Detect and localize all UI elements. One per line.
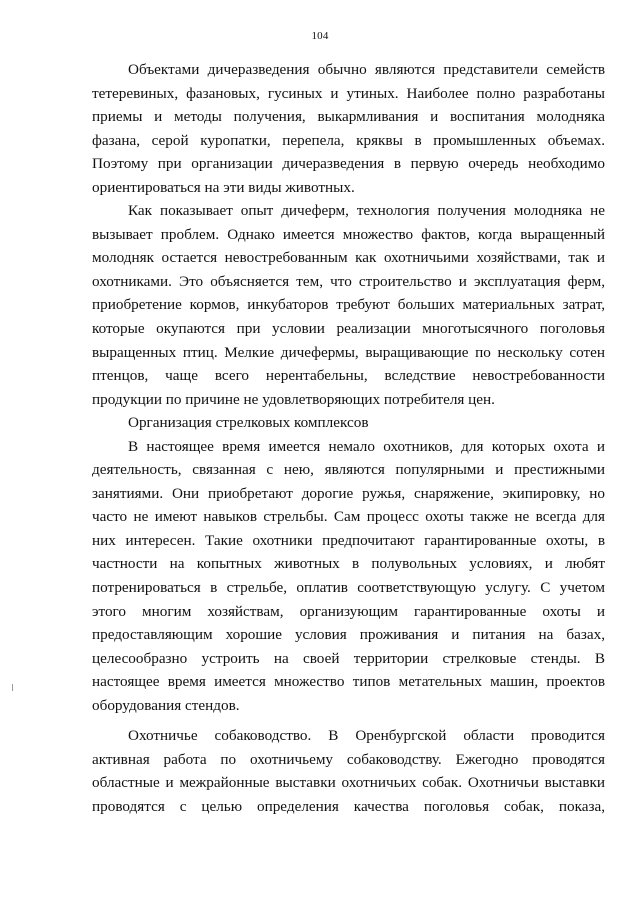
text-line: ориентироваться на эти виды животных. bbox=[92, 178, 355, 196]
text-line: птенцов, чаще всего нерентабельны, вследствие невостребованности bbox=[92, 367, 605, 385]
text-line: продукции по причине не удовлетворяющих потребителя цен. bbox=[92, 390, 495, 408]
text-line: молодняк остается невостребованным как охотничьими хозяйствами, так и bbox=[92, 249, 605, 267]
text-line: потренироваться в стрельбе, оплатив соответствующую услугу. С учетом bbox=[92, 579, 605, 597]
text-line: охотниками. Это объясняется тем, что строительство и эксплуатация ферм, bbox=[92, 272, 605, 290]
text-line: занятиями. Они приобретают дорогие ружья, снаряжение, экипировку, но bbox=[92, 484, 605, 502]
text-line: этого многим хозяйствам, организующим гарантированные охоты и bbox=[92, 602, 605, 620]
text-line: частности на копытных животных в полувольных условиях, и любят bbox=[92, 555, 605, 573]
text-line: Как показывает опыт дичеферм, технология получения молодняка не bbox=[128, 202, 605, 220]
text-line: фазана, серой куропатки, перепела, кряквы в промышленных объемах. bbox=[92, 131, 605, 149]
paragraph-hunting-dog-breeding bbox=[92, 724, 605, 818]
text-line: приобретение кормов, инкубаторов требуют больших материальных затрат, bbox=[92, 296, 605, 314]
text-line: проводятся с целью определения качества поголовья собак, показа, bbox=[92, 797, 605, 815]
paragraph-game-farms-experience bbox=[92, 199, 605, 411]
text-line: часто не имеют навыков стрельбы. Сам процесс охоты также не всегда для bbox=[92, 508, 605, 526]
text-line: них интересен. Такие охотники предпочитают гарантированные охоты, в bbox=[92, 531, 605, 549]
text-line: В настоящее время имеется немало охотников, для которых охота и bbox=[128, 437, 605, 455]
paragraph-dicherazvedenie-objects bbox=[92, 58, 605, 199]
text-line: предоставляющим хорошие условия проживания и питания на базах, bbox=[92, 626, 605, 644]
text-line: которые окупаются при условии реализации многотысячного поголовья bbox=[92, 320, 605, 338]
text-line: вызывает проблем. Однако имеется множество фактов, когда выращенный bbox=[92, 225, 605, 243]
text-line: активная работа по охотничьему собаководству. Ежегодно проводятся bbox=[92, 750, 605, 768]
text-line: Поэтому при организации дичеразведения в первую очередь необходимо bbox=[92, 155, 605, 173]
paragraph-shooting-complexes bbox=[92, 435, 605, 718]
text-line: настоящее время имеется множество типов метательных машин, проектов bbox=[92, 673, 605, 691]
text-line: оборудования стендов. bbox=[92, 696, 240, 714]
page-number: 104 bbox=[311, 30, 329, 42]
page-body bbox=[92, 58, 605, 819]
scan-margin-mark bbox=[12, 684, 13, 691]
text-line: тетеревиных, фазановых, гусиных и утиных. Наиболее полно разработаны bbox=[92, 84, 605, 102]
text-line: Организация стрелковых комплексов bbox=[128, 414, 369, 432]
text-line: областные и межрайонные выставки охотничьих собак. Охотничьи выставки bbox=[92, 774, 605, 792]
section-heading-shooting-complexes bbox=[92, 411, 605, 435]
text-line: Охотничье собаководство. В Оренбургской области проводится bbox=[128, 727, 605, 745]
text-line: деятельность, связанная с нею, являются популярными и престижными bbox=[92, 461, 605, 479]
text-line: выращенных птиц. Мелкие дичефермы, выращивающие по нескольку сотен bbox=[92, 343, 605, 361]
text-line: Объектами дичеразведения обычно являются представители семейств bbox=[128, 61, 605, 78]
text-line: целесообразно устроить на своей территории стрелковые стенды. В bbox=[92, 649, 605, 667]
text-line: приемы и методы получения, выкармливания и воспитания молодняка bbox=[92, 108, 605, 126]
